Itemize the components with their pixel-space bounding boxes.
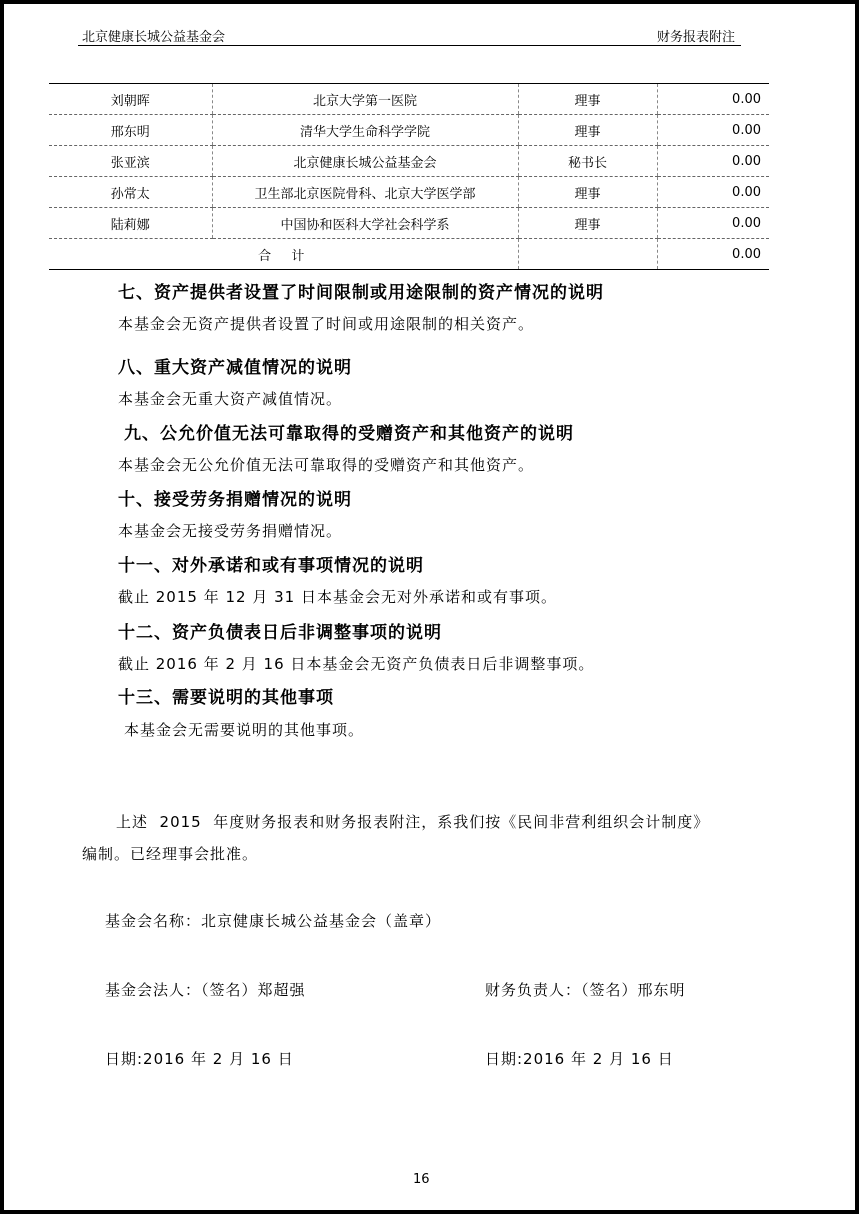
cell-name: 陆莉娜	[49, 208, 212, 239]
closing-line-2: 编制。已经理事会批准。	[82, 845, 259, 863]
cell-unit: 卫生部北京医院骨科、北京大学医学部	[212, 177, 518, 208]
page-number: 16	[413, 1172, 430, 1187]
cell-title: 理事	[518, 208, 657, 239]
table-row	[49, 208, 769, 239]
section-11-body: 截止 2015 年 12 月 31 日本基金会无对外承诺和或有事项。	[118, 588, 557, 606]
total-label: 合 计	[49, 239, 518, 270]
section-9-heading: 九、公允价值无法可靠取得的受赠资产和其他资产的说明	[124, 424, 574, 444]
total-amount: 0.00	[657, 239, 769, 270]
table-total-row	[49, 239, 769, 270]
cell-name: 刘朝晖	[49, 84, 212, 115]
section-10-body: 本基金会无接受劳务捐赠情况。	[118, 522, 343, 540]
cell-unit: 清华大学生命科学学院	[212, 115, 518, 146]
section-7-body: 本基金会无资产提供者设置了时间或用途限制的相关资产。	[118, 315, 535, 333]
section-13-body: 本基金会无需要说明的其他事项。	[124, 721, 365, 739]
closing-line-1: 上述 2015 年度财务报表和财务报表附注，系我们按《民间非营利组织会计制度》	[116, 813, 710, 831]
header-divider	[78, 45, 741, 46]
cell-title: 秘书长	[518, 146, 657, 177]
header-doc-title: 财务报表附注	[657, 30, 736, 45]
section-13-heading: 十三、需要说明的其他事项	[118, 688, 334, 708]
cell-unit: 中国协和医科大学社会科学系	[212, 208, 518, 239]
section-12-heading: 十二、资产负债表日后非调整事项的说明	[118, 623, 442, 643]
date-right: 日期:2016 年 2 月 16 日	[485, 1050, 674, 1068]
finance-head-signature: 财务负责人：（签名）邢东明	[485, 981, 686, 999]
table-row	[49, 115, 769, 146]
cell-amount: 0.00	[657, 115, 769, 146]
section-11-heading: 十一、对外承诺和或有事项情况的说明	[118, 556, 424, 576]
cell-amount: 0.00	[657, 177, 769, 208]
table-row	[49, 177, 769, 208]
cell-amount: 0.00	[657, 84, 769, 115]
cell-amount: 0.00	[657, 146, 769, 177]
section-7-heading: 七、资产提供者设置了时间限制或用途限制的资产情况的说明	[118, 283, 604, 303]
cell-title: 理事	[518, 84, 657, 115]
section-8-heading: 八、重大资产减值情况的说明	[118, 358, 352, 378]
cell-name: 孙常太	[49, 177, 212, 208]
date-left: 日期:2016 年 2 月 16 日	[105, 1050, 294, 1068]
legal-rep-signature: 基金会法人：（签名）郑超强	[105, 981, 306, 999]
section-10-heading: 十、接受劳务捐赠情况的说明	[118, 490, 352, 510]
foundation-name-line: 基金会名称：北京健康长城公益基金会（盖章）	[105, 912, 442, 930]
cell-title: 理事	[518, 177, 657, 208]
cell-unit: 北京健康长城公益基金会	[212, 146, 518, 177]
cell-name: 邢东明	[49, 115, 212, 146]
section-9-body: 本基金会无公允价值无法可靠取得的受赠资产和其他资产。	[118, 456, 535, 474]
header-org: 北京健康长城公益基金会	[82, 30, 226, 45]
cell-title: 理事	[518, 115, 657, 146]
cell-amount: 0.00	[657, 208, 769, 239]
total-empty-cell	[518, 239, 657, 270]
cell-unit: 北京大学第一医院	[212, 84, 518, 115]
section-12-body: 截止 2016 年 2 月 16 日本基金会无资产负债表日后非调整事项。	[118, 655, 595, 673]
cell-name: 张亚滨	[49, 146, 212, 177]
table-row	[49, 84, 769, 115]
table-row	[49, 146, 769, 177]
section-8-body: 本基金会无重大资产减值情况。	[118, 390, 343, 408]
related-party-table	[49, 83, 769, 270]
